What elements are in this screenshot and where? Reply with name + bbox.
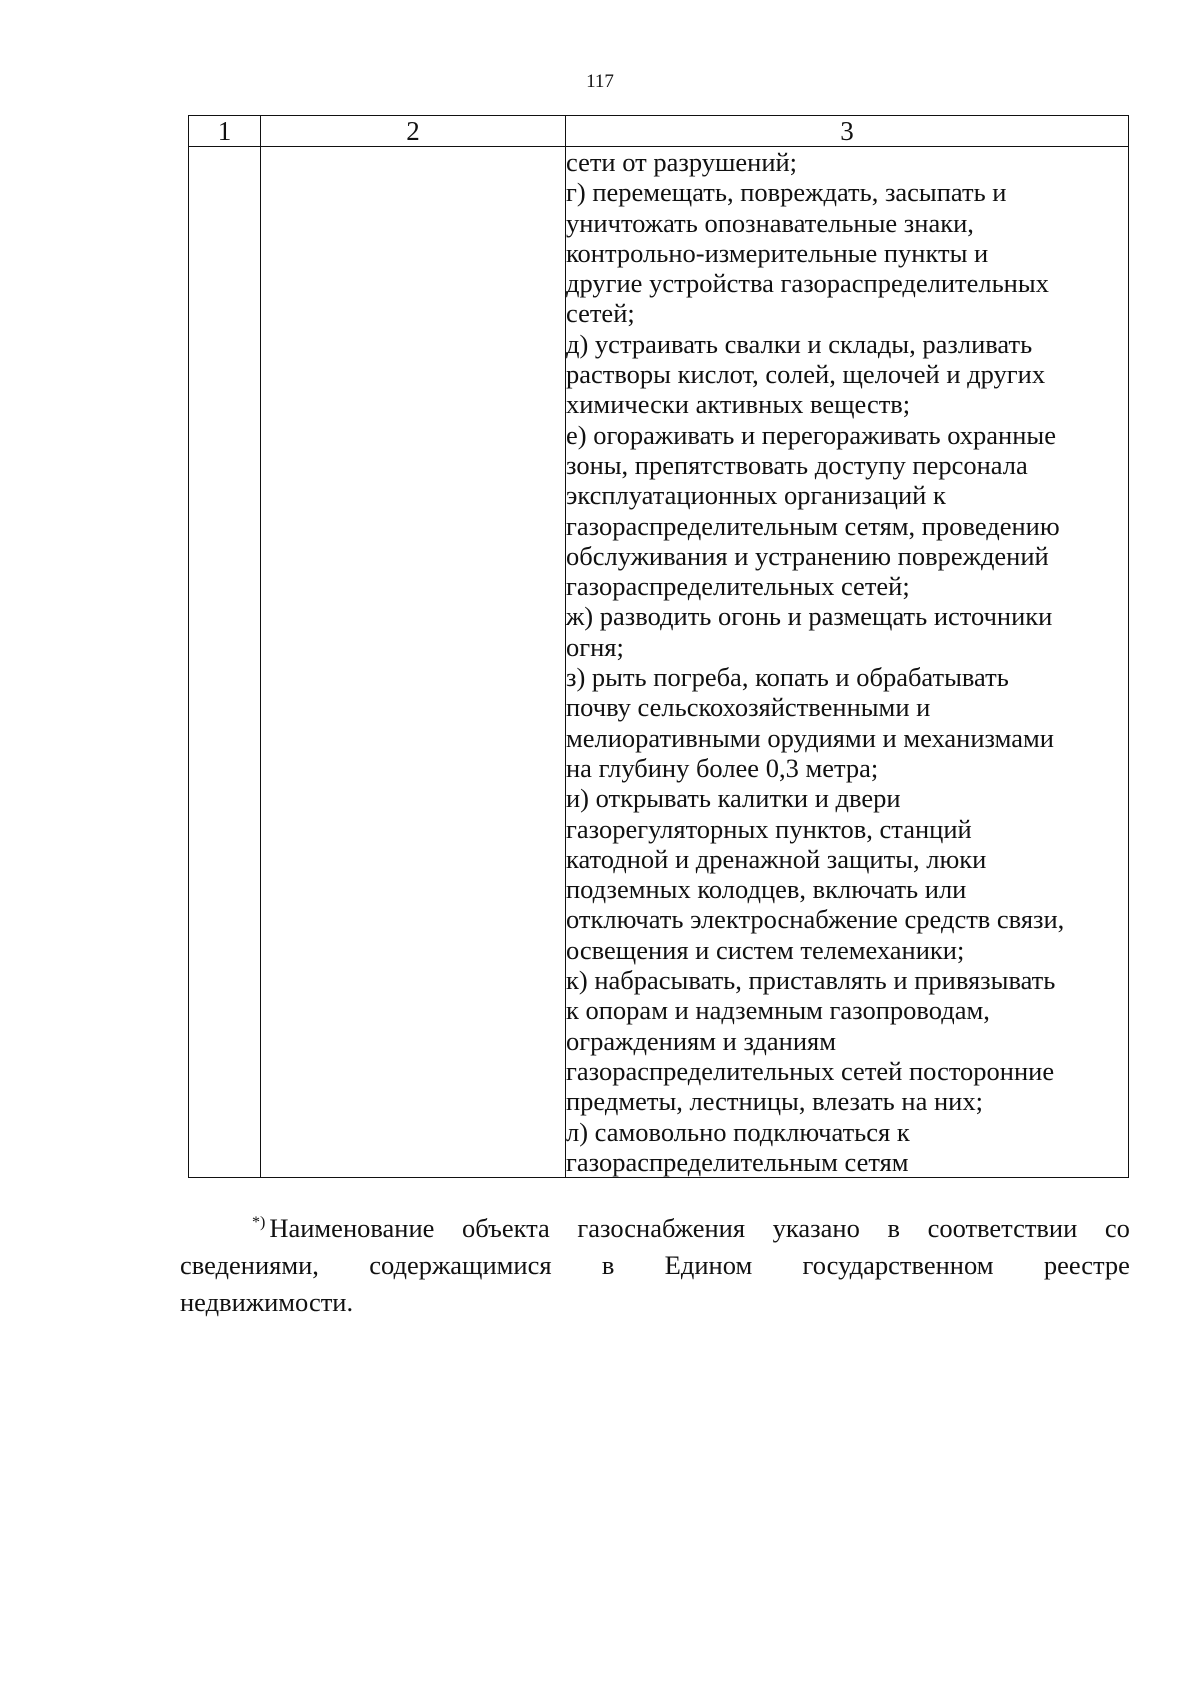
table-row <box>189 147 1129 1178</box>
footnote-word: соответствии <box>927 1213 1078 1243</box>
table-header-row <box>189 116 1129 147</box>
footnote-word: Едином <box>664 1250 753 1280</box>
cell-text-line: газорегуляторных пунктов, станций <box>566 813 972 844</box>
table-cell-col1 <box>189 147 261 1178</box>
cell-text-line: ж) разводить огонь и размещать источники <box>566 601 1053 632</box>
footnote-line-2 <box>180 1247 1130 1284</box>
cell-text-line: предметы, лестницы, влезать на них; <box>566 1086 983 1117</box>
cell-text-line: газораспределительных сетей; <box>566 571 910 602</box>
footnote-word: в <box>887 1213 900 1243</box>
cell-text-line: отключать электроснабжение средств связи, <box>566 904 1065 935</box>
footnote-word: содержащимися <box>369 1250 552 1280</box>
cell-text-line: г) перемещать, повреждать, засыпать и <box>566 177 1007 208</box>
cell-text-line: эксплуатационных организаций к <box>566 480 946 511</box>
table-cell-col3 <box>566 147 1129 1178</box>
cell-text-line: л) самовольно подключаться к <box>566 1116 910 1147</box>
table-header-col3: 3 <box>566 116 1129 147</box>
document-table <box>188 115 1129 1178</box>
page-number: 117 <box>586 71 614 92</box>
cell-text-line: обслуживания и устранению повреждений <box>566 540 1049 571</box>
footnote-word: Наименование <box>269 1213 435 1243</box>
cell-text-line: почву сельскохозяйственными и <box>566 692 931 723</box>
table-cell-col2 <box>261 147 566 1178</box>
cell-text-line: химически активных веществ; <box>566 389 911 420</box>
footnote-word: в <box>601 1250 615 1280</box>
footnote-word: со <box>1104 1213 1130 1243</box>
footnote-marker: *) <box>252 1214 266 1232</box>
cell-text-line: подземных колодцев, включать или <box>566 874 967 905</box>
footnote-word: указано <box>772 1213 860 1243</box>
cell-text-line: на глубину более 0,3 метра; <box>566 752 879 783</box>
footnote-word: реестре <box>1043 1250 1130 1280</box>
footnote-word: государственном <box>802 1250 994 1280</box>
cell-text-line: ограждениям и зданиям <box>566 1025 836 1056</box>
cell-text-line: другие устройства газораспределительных <box>566 268 1049 299</box>
cell-text-line: и) открывать калитки и двери <box>566 783 901 814</box>
cell-text-line: д) устраивать свалки и склады, разливать <box>566 328 1033 359</box>
cell-text-line: газораспределительным сетям, проведению <box>566 510 1060 541</box>
footnote-line-3 <box>180 1284 1130 1321</box>
footnote-word: объекта <box>462 1213 550 1243</box>
table-header-col1: 1 <box>189 116 261 147</box>
cell-text-line: к) набрасывать, приставлять и привязывать <box>566 965 1056 996</box>
footnote-word: газоснабжения <box>577 1213 746 1243</box>
footnote-word: сведениями, <box>180 1250 319 1280</box>
footnote <box>180 1210 1130 1321</box>
cell-text-line: огня; <box>566 631 624 662</box>
footnote-word <box>252 1210 434 1247</box>
cell-text-line: сетей; <box>566 298 635 329</box>
cell-text-line: газораспределительным сетям <box>566 1146 909 1177</box>
table-header-col2: 2 <box>261 116 566 147</box>
footnote-word: недвижимости. <box>180 1287 354 1317</box>
cell-text-line: з) рыть погреба, копать и обрабатывать <box>566 662 1009 693</box>
cell-text-line: сети от разрушений; <box>566 147 798 177</box>
footnote-line-1 <box>180 1210 1130 1247</box>
cell-text-line: уничтожать опознавательные знаки, <box>566 207 974 238</box>
cell-text-line: газораспределительных сетей посторонние <box>566 1055 1055 1086</box>
cell-text-line: зоны, препятствовать доступу персонала <box>566 449 1028 480</box>
cell-text-line: катодной и дренажной защиты, люки <box>566 843 987 874</box>
cell-text-line: растворы кислот, солей, щелочей и других <box>566 359 1046 390</box>
cell-text-line: мелиоративными орудиями и механизмами <box>566 722 1054 753</box>
cell-text-line: к опорам и надземным газопроводам, <box>566 995 990 1026</box>
cell-text-line: е) огораживать и перегораживать охранные <box>566 419 1056 450</box>
cell-text-line: освещения и систем телемеханики; <box>566 934 965 965</box>
cell-text-line: контрольно-измерительные пункты и <box>566 237 989 268</box>
